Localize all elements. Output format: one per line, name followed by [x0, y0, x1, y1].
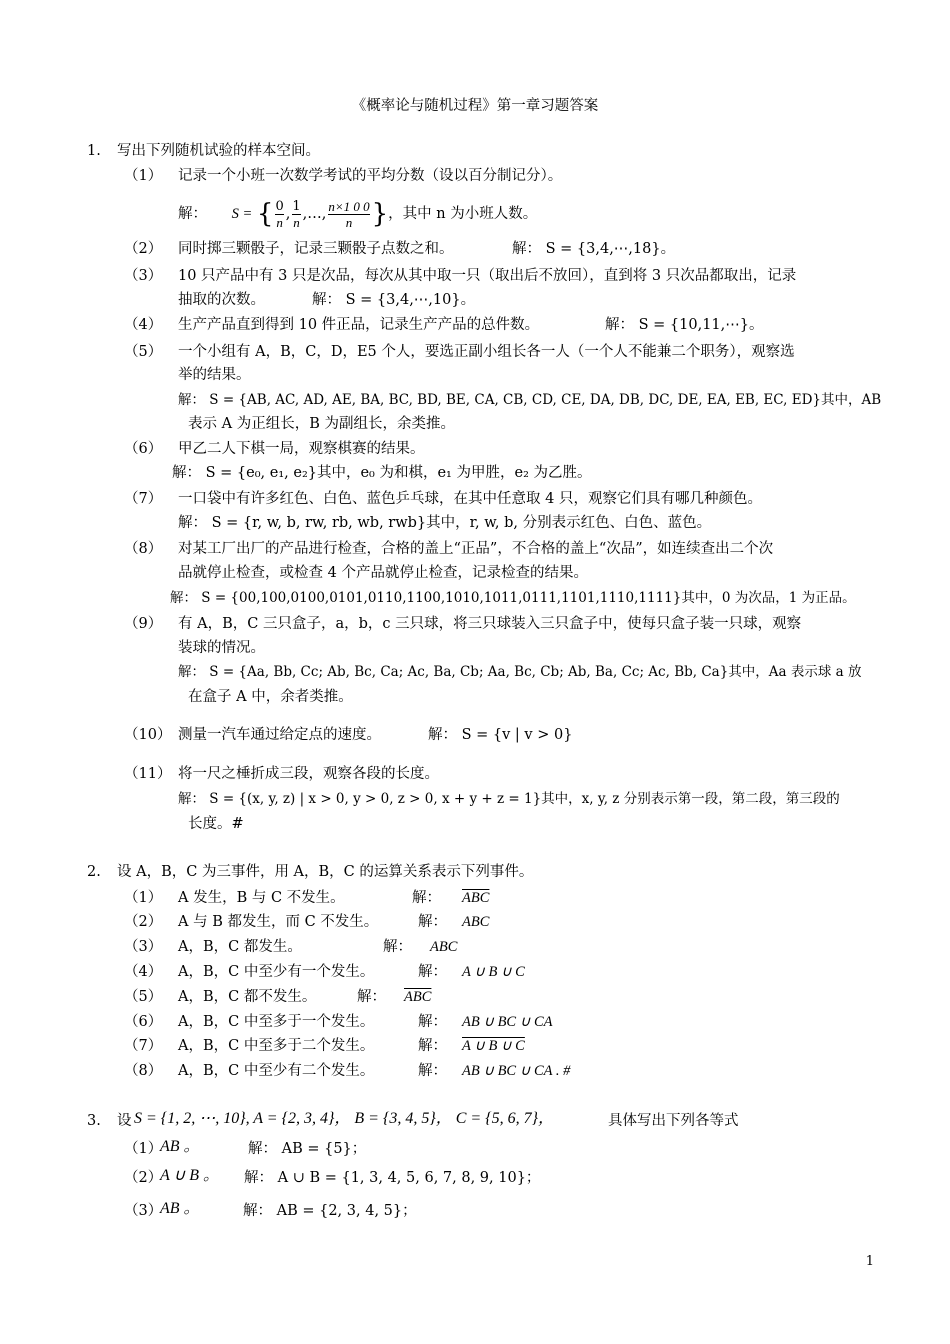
q1-item9-text: 有 A，B，C 三只盒子，a，b，c 三只球，将三只球装入三只盒子中，使每只盒子装一只球，观察 — [178, 616, 802, 632]
q1-item11-number: （11） — [124, 766, 172, 782]
q1-item3-text: 10 只产品中有 3 只是次品，每次从其中取一只（取出后不放回），直到将 3 只次品都取出，记录 — [178, 268, 797, 284]
solution-label: 解： — [357, 989, 386, 1005]
q1-item10-number: （10） — [124, 727, 172, 743]
q2-item3-number: （3） — [124, 939, 163, 955]
q2-item2-number: （2） — [124, 914, 163, 930]
q3-item1-expression: AB 。 — [160, 1138, 200, 1155]
q1-item11-solution2: 长度。# — [188, 816, 244, 832]
page-title: 《概率论与随机过程》第一章习题答案 — [351, 98, 599, 114]
q1-item8-text: 对某工厂出厂的产品进行检查，合格的盖上“正品”，不合格的盖上“次品”，如连续查出二个次 — [178, 541, 774, 557]
q1-item9-solution: 解： S = {Aa, Bb, Cc; Ab, Bc, Ca; Ac, Ba, Cb; Aa, Bc, Cb; Ab, Ba, Cc; Ac, Bb, Ca}其中，Aa 表示球 a 放 — [178, 664, 862, 680]
q2-number: 2. — [87, 864, 101, 880]
q1-item8-solution: 解： S = {00,100,0100,0101,0110,1100,1010,1011,0111,1101,1110,1111}其中，0 为次品，1 为正品。 — [170, 590, 856, 606]
q1-item1-number: （1） — [124, 168, 163, 184]
q1-item6-number: （6） — [124, 441, 163, 457]
solution-lhs: S = — [231, 206, 253, 222]
q3-text-pre: 设 — [117, 1113, 132, 1129]
solution-label: 解： — [418, 1063, 447, 1079]
solution-label: 解： — [412, 890, 441, 906]
q1-item2-solution: 解： S = {3,4,⋯,18}。 — [512, 241, 676, 257]
q1-item11-text: 将一尺之棰折成三段，观察各段的长度。 — [178, 766, 439, 782]
q2-item3-answer: ABC — [430, 939, 458, 955]
q3-number: 3. — [87, 1113, 101, 1129]
q2-item5-answer: $\overline{ABC}$ — [404, 989, 432, 1005]
page-number: 1 — [865, 1254, 874, 1269]
q2-item7-answer: A ∪ B ∪ C — [462, 1038, 525, 1054]
q1-number: 1. — [87, 143, 101, 159]
q2-item4-text: A，B，C 中至少有一个发生。 — [178, 964, 375, 980]
q2-item7-text: A，B，C 中至多于二个发生。 — [178, 1038, 375, 1054]
q1-item8-text2: 品就停止检查，或检查 4 个产品就停止检查，记录检查的结果。 — [178, 565, 588, 581]
q1-item5-text2: 举的结果。 — [178, 367, 251, 383]
q1-item10-text: 测量一汽车通过给定点的速度。 — [178, 727, 381, 743]
q3-item3-solution: 解： AB = {2, 3, 4, 5}； — [243, 1203, 417, 1219]
q3-item1-solution: 解： AB = {5}； — [248, 1141, 367, 1157]
q2-item2-answer: ABC — [462, 914, 490, 930]
q1-item1-text: 记录一个小班一次数学考试的平均分数（设以百分制记分）。 — [178, 168, 563, 184]
q2-item5-number: （5） — [124, 989, 163, 1005]
q1-item4-number: （4） — [124, 317, 163, 333]
fraction: $\frac{0}{n}$ — [275, 198, 284, 230]
q3-item3-number: （3） — [124, 1203, 163, 1219]
q1-item2-text: 同时掷三颗骰子，记录三颗骰子点数之和。 — [178, 241, 454, 257]
fraction: $\frac{n\times 1 0 0}{n}$ — [328, 198, 370, 230]
solution-label: 解： — [418, 1038, 447, 1054]
q1-item11-solution: 解： S = {(x, y, z) | x > 0, y > 0, z > 0, x + y + z = 1}其中，x, y, z 分别表示第一段，第二段，第三段的 — [178, 791, 840, 807]
q1-item5-solution: 解： S = {AB, AC, AD, AE, BA, BC, BD, BE, CA, CB, CD, CE, DA, DB, DC, DE, EA, EB, EC, ED}其中，AB — [178, 392, 882, 408]
solution-label: 解： — [383, 939, 412, 955]
q1-item9-text2: 装球的情况。 — [178, 640, 265, 656]
q2-item3-text: A，B，C 都发生。 — [178, 939, 302, 955]
q3-item1-number: （1） — [124, 1141, 163, 1157]
q3-item2-expression: A ∪ B 。 — [160, 1167, 219, 1184]
q1-item2-number: （2） — [124, 241, 163, 257]
q1-item3-solution: 解： S = {3,4,⋯,10}。 — [312, 292, 476, 308]
q2-item6-answer: AB ∪ BC ∪ CA — [462, 1014, 553, 1030]
q1-item8-number: （8） — [124, 541, 163, 557]
q1-item6-solution: 解： S = {e₀, e₁, e₂}其中，e₀ 为和棋，e₁ 为甲胜，e₂ 为乙胜。 — [172, 465, 592, 481]
q3-item3-expression: AB 。 — [160, 1200, 200, 1217]
q1-item3-text2: 抽取的次数。 — [178, 292, 265, 308]
q1-item5-solution2: 表示 A 为正组长，B 为副组长，余类推。 — [188, 416, 455, 432]
q1-item4-solution: 解： S = {10,11,⋯}。 — [605, 317, 764, 333]
fraction: $\frac{1}{n}$ — [292, 198, 301, 230]
solution-label: 解： — [178, 206, 207, 222]
q2-text: 设 A，B，C 为三事件，用 A，B，C 的运算关系表示下列事件。 — [117, 864, 534, 880]
q1-item10-solution: 解： S = {v | v > 0} — [428, 727, 573, 743]
q2-item1-text: A 发生，B 与 C 不发生。 — [178, 890, 345, 906]
q2-item6-text: A，B，C 中至多于一个发生。 — [178, 1014, 375, 1030]
q1-item9-number: （9） — [124, 616, 163, 632]
q1-item7-solution: 解： S = {r, w, b, rw, rb, wb, rwb}其中，r, w, b, 分别表示红色、白色、蓝色。 — [178, 515, 712, 531]
q1-item5-text: 一个小组有 A，B，C，D，E5 个人，要选正副小组长各一人（一个人不能兼二个职务），观察选 — [178, 344, 795, 360]
q2-item4-number: （4） — [124, 964, 163, 980]
q2-item2-text: A 与 B 都发生，而 C 不发生。 — [178, 914, 379, 930]
q1-item9-solution2: 在盒子 A 中，余者类推。 — [188, 689, 353, 705]
q2-item7-number: （7） — [124, 1038, 163, 1054]
solution-label: 解： — [418, 914, 447, 930]
q2-item5-text: A，B，C 都不发生。 — [178, 989, 317, 1005]
q2-item8-text: A，B，C 中至少有二个发生。 — [178, 1063, 375, 1079]
q3-item2-solution: 解： A ∪ B = {1, 3, 4, 5, 6, 7, 8, 9, 10}； — [244, 1170, 541, 1186]
q1-item3-number: （3） — [124, 268, 163, 284]
q3-set-definition: S = {1, 2, ⋯, 10}, A = {2, 3, 4}， B = {3, 4, 5}， C = {5, 6, 7}， — [134, 1110, 555, 1127]
q1-item1-solution: 解： S = { $\frac{0}{n}$ , $\frac{1}{n}$ ,…, $\frac{n\times 1 0 0}{n}$ }，其中 n 为小班人数。 — [178, 198, 538, 230]
q2-item4-answer: A ∪ B ∪ C — [462, 964, 525, 980]
q3-text-post: 具体写出下列各等式 — [608, 1113, 739, 1129]
q2-item8-number: （8） — [124, 1063, 163, 1079]
q3-item2-number: （2） — [124, 1170, 163, 1186]
q1-item5-number: （5） — [124, 344, 163, 360]
q2-item6-number: （6） — [124, 1014, 163, 1030]
q1-text: 写出下列随机试验的样本空间。 — [117, 143, 320, 159]
q1-item4-text: 生产产品直到得到 10 件正品，记录生产产品的总件数。 — [178, 317, 540, 333]
q1-item7-text: 一口袋中有许多红色、白色、蓝色乒乓球，在其中任意取 4 只，观察它们具有哪几种颜色。 — [178, 491, 762, 507]
solution-tail: ，其中 n 为小班人数。 — [388, 206, 538, 222]
q2-item1-answer: $\overline{ABC}$ — [462, 890, 490, 906]
q1-item7-number: （7） — [124, 491, 163, 507]
q2-item8-answer: AB ∪ BC ∪ CA . # — [462, 1063, 571, 1079]
solution-label: 解： — [418, 1014, 447, 1030]
q2-item1-number: （1） — [124, 890, 163, 906]
solution-label: 解： — [418, 964, 447, 980]
q1-item6-text: 甲乙二人下棋一局，观察棋赛的结果。 — [178, 441, 425, 457]
